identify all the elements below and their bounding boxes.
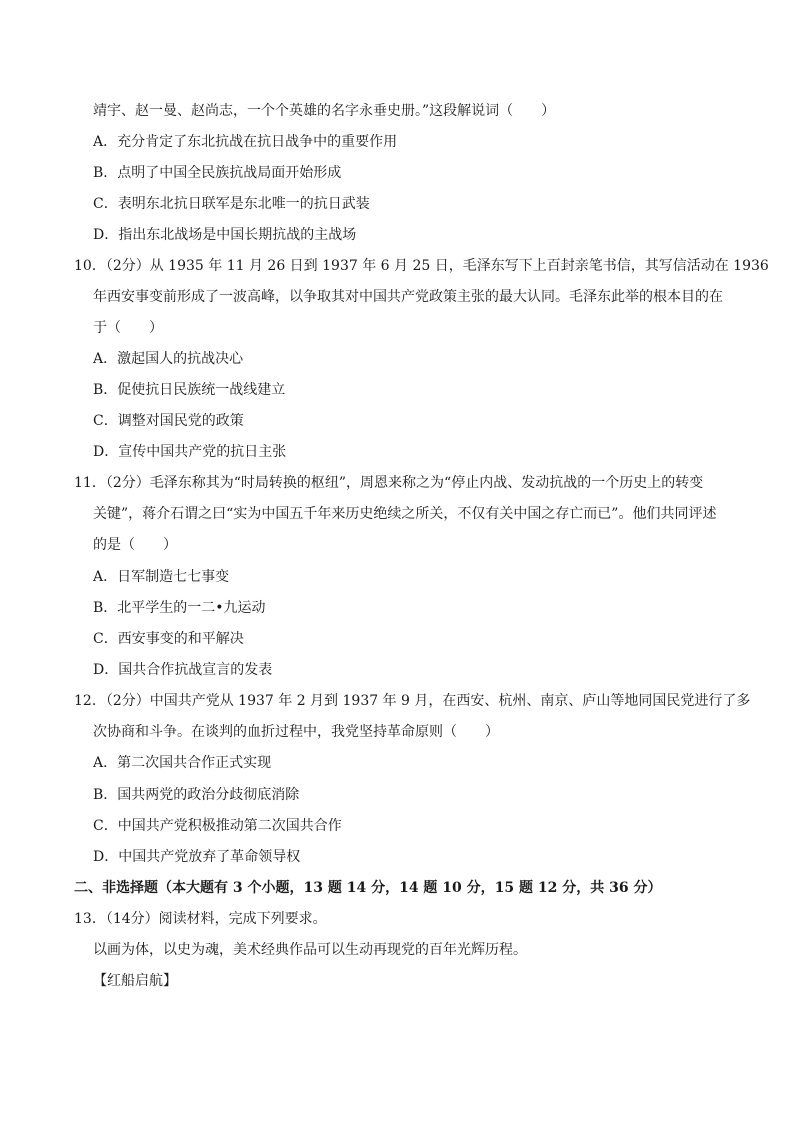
q10-stem-line-2: 年西安事变前形成了一波高峰，以争取其对中国共产党政策主张的最大认同。毛泽东此举的根本目的在	[93, 289, 723, 305]
section-heading-nonchoice: 二、非选择题（本大题有 3 个小题，13 题 14 分，14 题 10 分，15 题 12 分，共 36 分）	[74, 880, 662, 896]
q9-option-c: C．表明东北抗日联军是东北唯一的抗日武装	[93, 196, 370, 212]
q9-option-a: A．充分肯定了东北抗战在抗日战争中的重要作用	[93, 134, 398, 150]
q11-option-a: A．日军制造七七事变	[93, 569, 230, 585]
q11-option-d: D．国共合作抗战宣言的发表	[93, 662, 273, 678]
q12-stem: 12．（2分）中国共产党从 1937 年 2 月到 1937 年 9 月，在西安、杭州、南京、庐山等地同国民党进行了多	[74, 693, 751, 709]
q10-option-b: B．促使抗日民族统一战线建立	[93, 382, 286, 398]
q11-stem-line-3: 的是（ ）	[93, 537, 177, 553]
q13-subheading-red-boat: 【红船启航】	[93, 973, 177, 989]
q13-stem: 13．（14分）阅读材料，完成下列要求。	[74, 911, 327, 927]
q9-option-b: B．点明了中国全民族抗战局面开始形成	[93, 165, 342, 181]
q12-option-d: D．中国共产党放弃了革命领导权	[93, 849, 301, 865]
q10-option-a: A．激起国人的抗战决心	[93, 351, 244, 367]
q9-stem-continuation: 靖宇、赵一曼、赵尚志，一个个英雄的名字永垂史册。”这段解说词（ ）	[93, 103, 556, 119]
q10-stem: 10．（2分）从 1935 年 11 月 26 日到 1937 年 6 月 25 日，毛泽东写下上百封亲笔书信，其写信活动在 1936	[74, 258, 769, 274]
q10-option-d: D．宣传中国共产党的抗日主张	[93, 444, 287, 460]
q12-option-c: C．中国共产党积极推动第二次国共合作	[93, 818, 342, 834]
q11-option-b: B．北平学生的一二•九运动	[93, 600, 266, 616]
q12-option-b: B．国共两党的政治分歧彻底消除	[93, 787, 300, 803]
q11-stem: 11．（2分）毛泽东称其为“时局转换的枢纽”，周恩来称之为“停止内战、发动抗战的一个历史上的转变	[74, 475, 704, 491]
q10-option-c: C．调整对国民党的政策	[93, 413, 244, 429]
q9-option-d: D．指出东北战场是中国长期抗战的主战场	[93, 227, 357, 243]
q12-option-a: A．第二次国共合作正式实现	[93, 755, 272, 771]
q12-stem-line-2: 次协商和斗争。在谈判的血折过程中，我党坚持革命原则（ ）	[93, 724, 499, 740]
q13-material-intro: 以画为体，以史为魂，美术经典作品可以生动再现党的百年光辉历程。	[93, 942, 527, 958]
q11-stem-line-2: 关键”，蒋介石谓之曰“实为中国五千年来历史绝续之所关，不仅有关中国之存亡而已”。他们共同评述	[93, 506, 717, 522]
q11-option-c: C．西安事变的和平解决	[93, 631, 244, 647]
q10-stem-line-3: 于（ ）	[93, 320, 163, 336]
